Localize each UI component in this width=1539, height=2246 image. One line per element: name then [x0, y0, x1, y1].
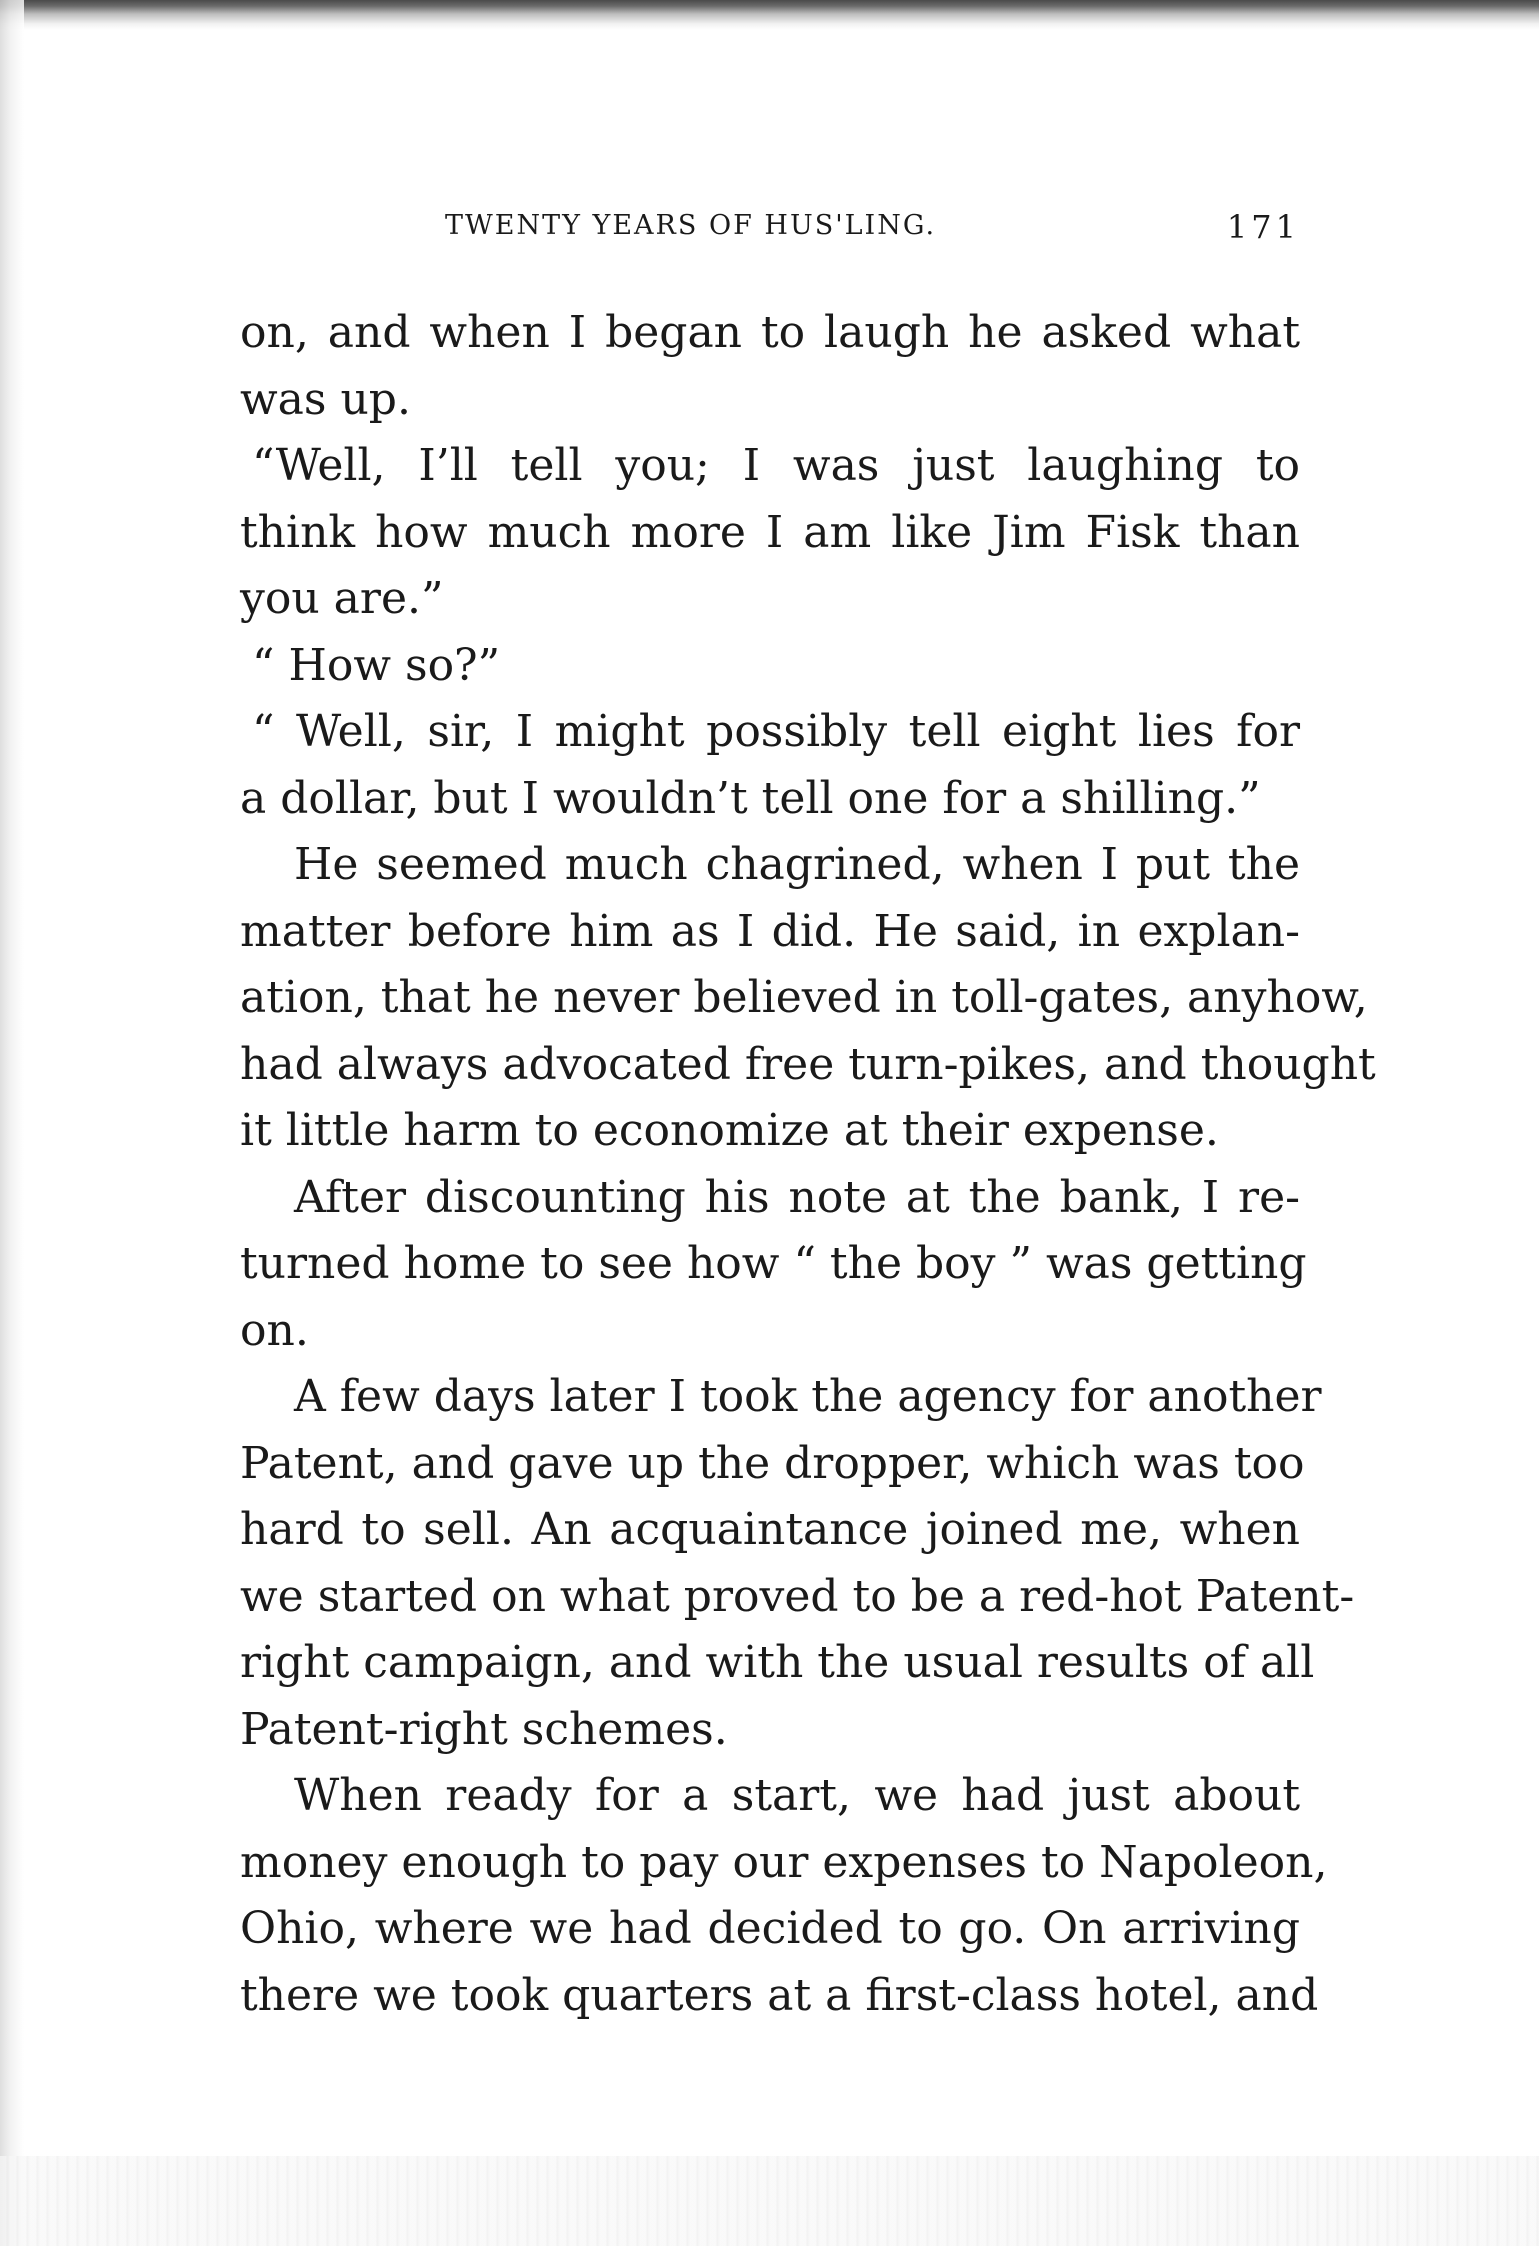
text-line: ation, that he never believed in toll-gates, anyhow, [240, 972, 1368, 1023]
running-head: TWENTY YEARS OF HUS'LING. [445, 210, 937, 241]
text-line: Patent-right schemes. [240, 1703, 728, 1755]
text-line: we started on what proved to be a red-hot Patent- [240, 1570, 1355, 1622]
text-line: on. [240, 1304, 309, 1356]
scan-top-edge [0, 0, 1539, 30]
scan-left-edge [0, 0, 24, 2246]
page-header [445, 210, 1300, 260]
text-line: it little harm to economize at their expense. [240, 1105, 1219, 1156]
text-line: After discounting his note at the bank, I re- [294, 1171, 1300, 1223]
text-line: “ How so?” [252, 639, 501, 691]
text-line: there we took quarters at a first-class hotel, and [240, 1969, 1319, 2021]
text-line: He seemed much chagrined, when I put the [294, 839, 1300, 890]
text-line: “Well, I’ll tell you; I was just laughing to [252, 440, 1300, 491]
scan-bottom-noise [0, 2156, 1539, 2246]
text-line: money enough to pay our expenses to Napoleon, [240, 1836, 1328, 1888]
text-line: When ready for a start, we had just about [294, 1770, 1300, 1821]
page-number: 171 [1226, 208, 1300, 246]
text-line: on, and when I began to laugh he asked what [240, 307, 1300, 358]
text-line: hard to sell. An acquaintance joined me, when [240, 1504, 1300, 1555]
text-line: right campaign, and with the usual results of all [240, 1637, 1315, 1688]
text-line: Patent, and gave up the dropper, which was too [240, 1437, 1305, 1489]
text-line: was up. [240, 373, 411, 425]
text-line: a dollar, but I wouldn’t tell one for a shilling.” [240, 772, 1261, 824]
text-line: matter before him as I did. He said, in explan- [240, 905, 1300, 957]
text-line: Ohio, where we had decided to go. On arriving [240, 1903, 1300, 1954]
text-line: A few days later I took the agency for another [294, 1371, 1322, 1422]
body-text [240, 300, 1376, 2029]
text-line: had always advocated free turn-pikes, and thought [240, 1038, 1376, 1090]
text-line: “ Well, sir, I might possibly tell eight lies for [252, 706, 1300, 757]
text-line: you are.” [240, 573, 444, 624]
text-line: turned home to see how “ the boy ” was getting [240, 1238, 1307, 1289]
text-line: think how much more I am like Jim Fisk than [240, 506, 1300, 558]
